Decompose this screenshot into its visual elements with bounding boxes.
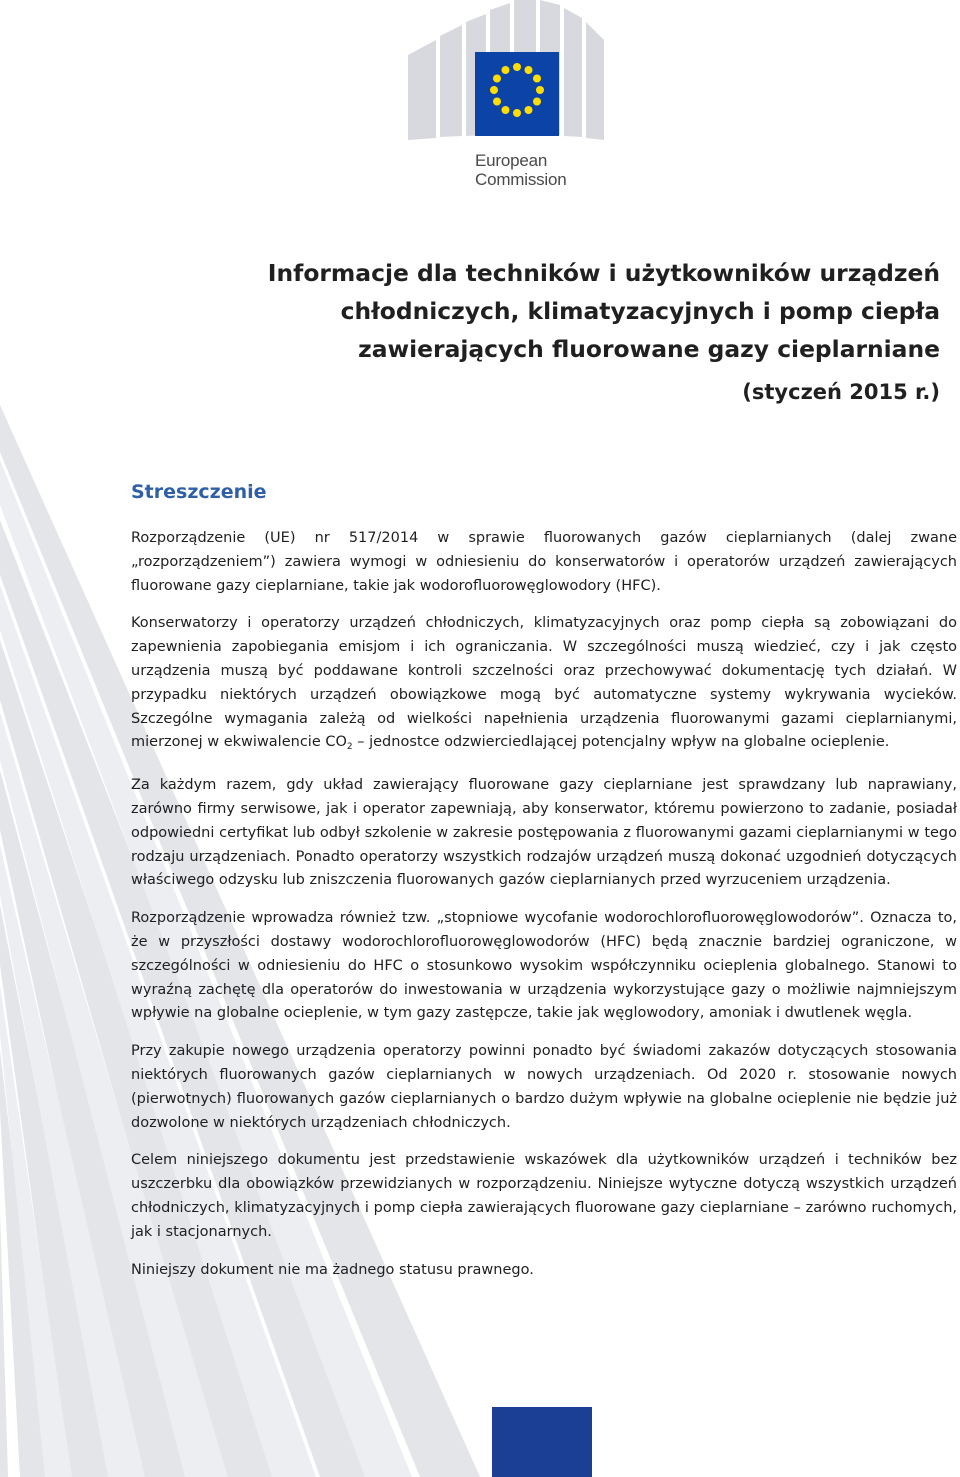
- document-date: (styczeń 2015 r.): [742, 380, 940, 404]
- paragraph-2: [131, 612, 957, 760]
- stripe: [0, 1210, 8, 1477]
- paragraph-5: Przy zakupie nowego urządzenia operatorzy powinni ponadto być świadomi zakazów dotyczących stosowania niektórych fluorowanych gazów cieplarnianych w nowych urządzeniach. Od 2020 r. stosowanie nowych (pierwotnych) fluorowanych gazów cieplarnianych o bardzo dużym wpływie na globalne ocieplenie nie będzie już dozwolone w niektórych urządzeniach chłodniczych.: [131, 1043, 957, 1131]
- paragraph-4: Rozporządzenie wprowadza również tzw. „stopniowe wycofanie wodorochlorofluorowęglowodorów”. Oznacza to, że w przyszłości dostawy wodorochlorofluorowęglowodorów (HFC) będą znacznie bardziej ograniczone, w szczególności w odniesieniu do HFC o stosunkowo wysokim współczynniku ocieplenia globalnego. Stanowi to wyraźną zachętę dla operatorów do inwestowania w urządzenia wykorzystujące gazy o możliwie najmniejszym wpływie na globalne ocieplenie, w tym gazy zastępcze, takie jak węglowodory, amoniak i dwutlenek węgla.: [131, 910, 957, 1022]
- logo-text-european: European: [475, 151, 548, 170]
- paragraph-2-text: Konserwatorzy i operatorzy urządzeń chłodniczych, klimatyzacyjnych oraz pomp ciepła są zobowiązani do zapewnienia zapobiegania emisjom i ich ograniczania. W szczególności muszą wiedzieć, czy i jak często urządzenia muszą być poddawane kontroli szczelności oraz przechowywać dokumentację tych działań. W przypadku niektórych urządzeń obowiązkowe mogą być automatyczne systemy wykrywania wycieków. Szczególne wymagania zależą od wielkości napełnienia urządzenia fluorowanymi gazami cieplarnianymi, mierzonej w ekwiwalencie CO: [131, 615, 957, 751]
- title-line-3: zawierających fluorowane gazy cieplarniane: [358, 335, 940, 363]
- logo-text-commission: Commission: [475, 170, 567, 189]
- co2-subscript: 2: [346, 742, 353, 753]
- bottom-blue-band: [492, 1407, 592, 1477]
- paragraph-2-text-end: – jednostce odzwierciedlającej potencjalny wpływ na globalne ocieplenie.: [352, 734, 890, 751]
- paragraph-1: Rozporządzenie (UE) nr 517/2014 w sprawie fluorowanych gazów cieplarnianych (dalej zwane „rozporządzeniem”) zawiera wymogi w odniesieniu do konserwatorów i operatorów urządzeń zawierających fluorowane gazy cieplarniane, takie jak wodorofluorowęglowodory (HFC).: [131, 530, 957, 594]
- title-line-2: chłodniczych, klimatyzacyjnych i pomp ciepła: [340, 297, 940, 325]
- paragraph-6: Celem niniejszego dokumentu jest przedstawienie wskazówek dla użytkowników urządzeń i techników bez uszczerbku dla obowiązków przewidzianych w rozporządzeniu. Niniejsze wytyczne dotyczą wszystkich urządzeń chłodniczych, klimatyzacyjnych i pomp ciepła zawierających fluorowane gazy cieplarniane – zarówno ruchomych, jak i stacjonarnych.: [131, 1152, 957, 1240]
- paragraph-3: Za każdym razem, gdy układ zawierający fluorowane gazy cieplarniane jest sprawdzany lub naprawiany, zarówno firmy serwisowe, jak i operator zapewniają, aby konserwator, któremu powierzono to zadanie, posiadał odpowiedni certyfikat lub odbył szkolenie w zakresie postępowania z fluorowanymi gazami cieplarnianymi w tego rodzaju urządzeniach. Ponadto operatorzy wszystkich rodzajów urządzeń muszą dokonać uzgodnień dotyczących właściwego odzysku lub zniszczenia fluorowanych gazów cieplarnianych przed wyrzuceniem urządzenia.: [131, 777, 957, 889]
- paragraph-7: Niniejszy dokument nie ma żadnego statusu prawnego.: [131, 1261, 534, 1278]
- document-title: [150, 254, 940, 407]
- summary-body: [131, 527, 957, 1296]
- title-line-1: Informacje dla techników i użytkowników urządzeń: [267, 259, 940, 287]
- summary-heading: Streszczenie: [131, 481, 267, 503]
